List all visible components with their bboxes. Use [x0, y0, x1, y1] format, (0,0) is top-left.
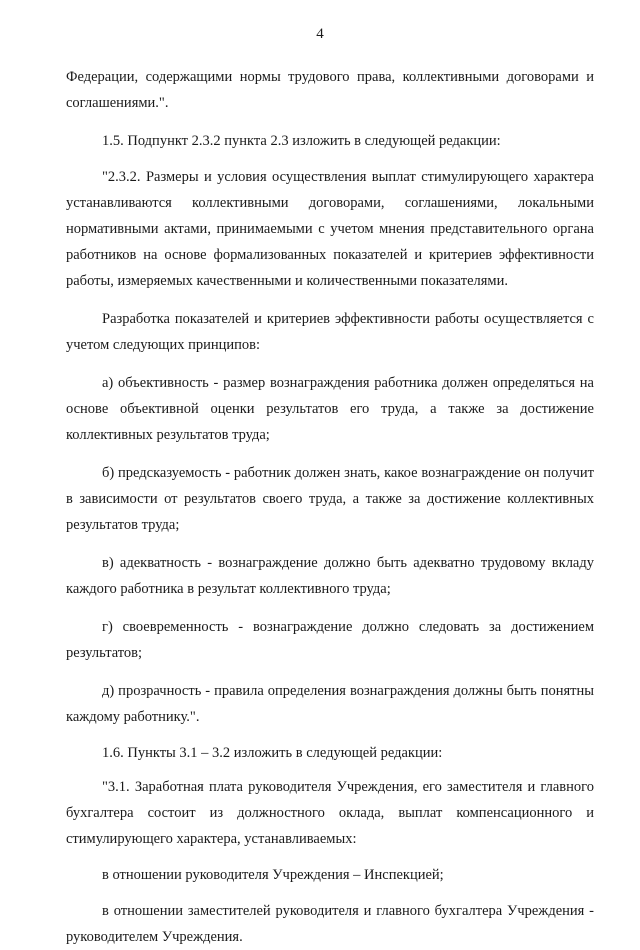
paragraph-principle-d: г) своевременность - вознаграждение должно следовать за достижением результатов; [66, 619, 594, 661]
paragraph-deputies-head: в отношении заместителей руководителя и главного бухгалтера Учреждения - руководителем Учреждения. [66, 903, 594, 945]
paragraph-1-5: 1.5. Подпункт 2.3.2 пункта 2.3 изложить в следующей редакции: [102, 133, 501, 149]
page-number: 4 [316, 26, 324, 42]
document-body [66, 64, 594, 950]
paragraph-3-1: "3.1. Заработная плата руководителя Учреждения, его заместителя и главного бухгалтера состоит из должностного оклада, выплат компенсационного и стимулирующего характера, устанавливаемых: [66, 779, 594, 847]
paragraph-principles-intro: Разработка показателей и критериев эффективности работы осуществляется с учетом следующих принципов: [66, 311, 594, 353]
paragraph-head-inspection: в отношении руководителя Учреждения – Инспекцией; [102, 867, 444, 883]
paragraph-1-6: 1.6. Пункты 3.1 – 3.2 изложить в следующей редакции: [102, 745, 443, 761]
paragraph-federation-continuation: Федерации, содержащими нормы трудового права, коллективными договорами и соглашениями.". [66, 69, 594, 111]
paragraph-2-3-2: "2.3.2. Размеры и условия осуществления выплат стимулирующего характера устанавливаются коллективными договорами, соглашениями, локальными нормативными актами, принимаемыми с учетом мнения представительного органа работников на основе формализованных показателей и критериев эффективности работы, измеряемых качественными и количественными показателями. [66, 169, 594, 289]
paragraph-principle-b: б) предсказуемость - работник должен знать, какое вознаграждение он получит в зависимости от результатов своего труда, а также за достижение коллективных результатов труда; [66, 465, 594, 533]
paragraph-principle-e: д) прозрачность - правила определения вознаграждения должны быть понятны каждому работнику.". [66, 683, 594, 725]
paragraph-principle-a: а) объективность - размер вознаграждения работника должен определяться на основе объективной оценки результатов его труда, а также за достижение коллективных результатов труда; [66, 375, 594, 443]
paragraph-principle-c: в) адекватность - вознаграждение должно быть адекватно трудовому вкладу каждого работника в результат коллективного труда; [66, 555, 594, 597]
